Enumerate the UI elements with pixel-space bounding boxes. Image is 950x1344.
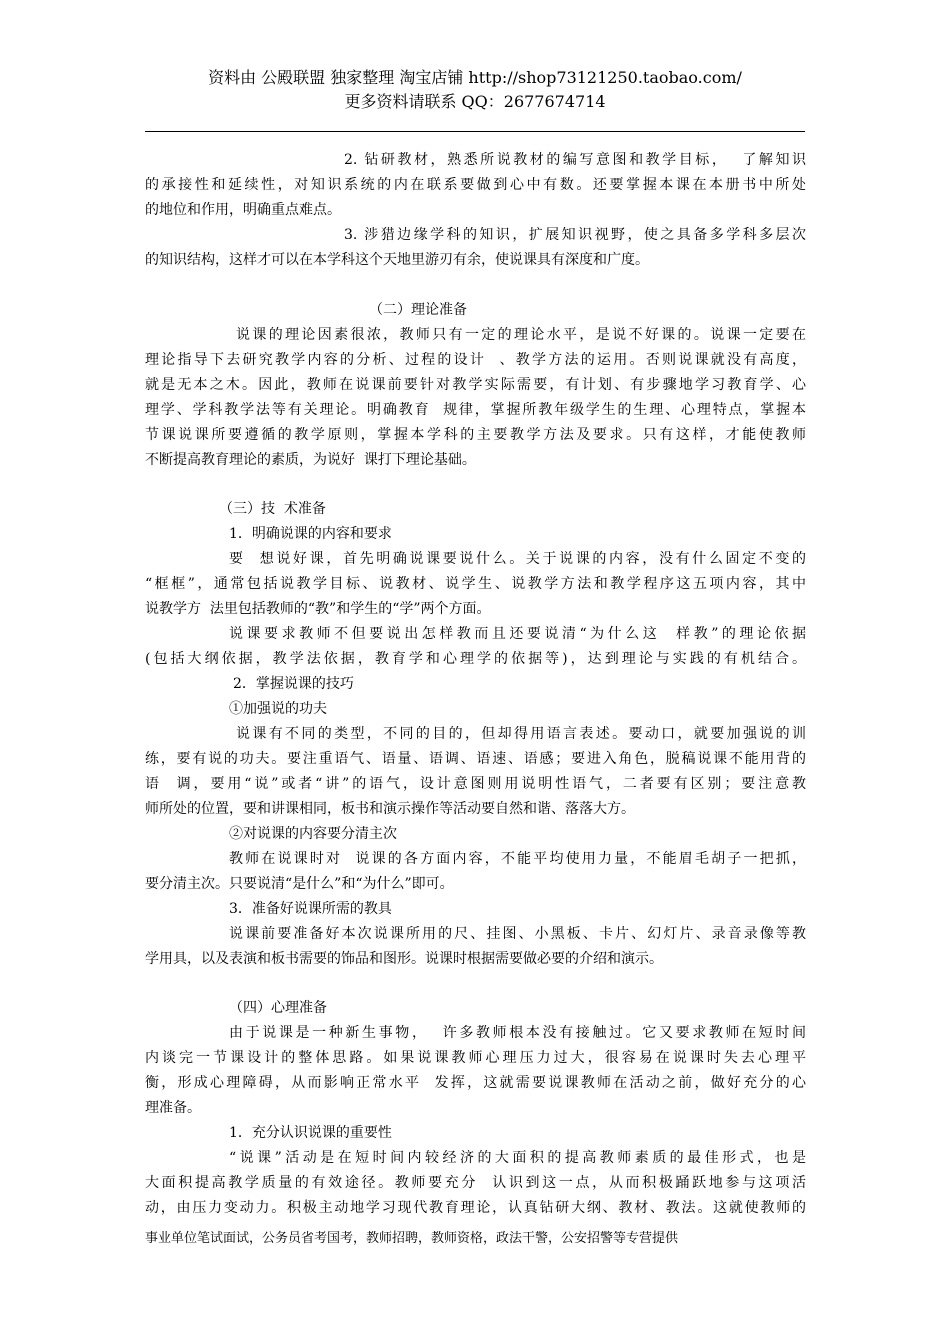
body-line: 2. 钻研教材，熟悉所说教材的编写意图和教学目标， 了解知识 <box>344 152 806 168</box>
body-line: 就是无本之木。因此，教师在说课前要针对教学实际需要，有计划、有步骤地学习教育学、心 <box>145 377 806 393</box>
body-line: 师所处的位置，要和讲课相同，板书和演示操作等活动要自然和谐、落落大方。 <box>145 801 635 817</box>
body-line: (包括大纲依据，教学法依据，教育学和心理学的依据等)，达到理论与实践的有机结合。 <box>145 651 806 667</box>
body-line: 说课有不同的类型，不同的目的，但却得用语言表述。要动口，就要加强说的训 <box>236 726 806 742</box>
body-line: 动，由压力变动力。积极主动地学习现代教育理论，认真钻研大纲、教材、教法。这就使教师的 <box>145 1200 806 1216</box>
body-line: 要 想说好课，首先明确说课要说什么。关于说课的内容，没有什么固定不变的 <box>229 551 806 567</box>
body-line: 衡，形成心理障碍，从而影响正常水平 发挥，这就需要说课教师在活动之前，做好充分的心 <box>145 1075 806 1091</box>
body-line: 理准备。 <box>145 1100 201 1116</box>
header-line-2: 更多资料请联系 QQ：2677674714 <box>344 92 606 111</box>
body-line: 要分清主次。只要说清“是什么”和“为什么”即可。 <box>145 876 454 892</box>
body-line: 说课前要准备好本次说课所用的尺、挂图、小黑板、卡片、幻灯片、录音录像等教 <box>229 926 806 942</box>
body-line: 说教学方 法里包括教师的“教”和学生的“学”两个方面。 <box>145 601 491 617</box>
footer-text: 事业单位笔试面试，公务员省考国考，教师招聘，教师资格，政法干警，公安招警等专营提供 <box>145 1231 679 1246</box>
section-heading: （四）心理准备 <box>229 1000 327 1016</box>
body-line: 大面积提高教学质量的有效途径。教师要充分 认识到这一点，从而积极踊跃地参与这项活 <box>145 1175 806 1191</box>
body-line: 节课说课所要遵循的教学原则，掌握本学科的主要教学方法及要求。只有这样，才能使教师 <box>145 427 806 443</box>
body-line: 教师在说课时对 说课的各方面内容，不能平均使用力量，不能眉毛胡子一把抓， <box>229 851 806 867</box>
subheading: 3．准备好说课所需的教具 <box>229 901 392 917</box>
subheading: ①加强说的功夫 <box>229 701 327 717</box>
body-line: “说课”活动是在短时间内较经济的大面积的提高教师素质的最佳形式，也是 <box>229 1150 806 1166</box>
body-line: 理论指导下去研究教学内容的分析、过程的设计 、教学方法的运用。否则说课就没有高度， <box>145 352 806 368</box>
body-line: “框框”，通常包括说教学目标、说教材、说学生、说教学方法和教学程序这五项内容，其中 <box>145 576 806 592</box>
subheading: 1．明确说课的内容和要求 <box>229 526 392 542</box>
body-line: 理学、学科教学法等有关理论。明确教育 规律，掌握所教年级学生的生理、心理特点，掌握本 <box>145 402 806 418</box>
body-line: 的承接性和延续性，对知识系统的内在联系要做到心中有数。还要掌握本课在本册书中所处 <box>145 177 806 193</box>
body-line: 3. 涉猎边缘学科的知识，扩展知识视野，使之具备多学科多层次 <box>344 227 806 243</box>
subheading: 1．充分认识说课的重要性 <box>229 1125 392 1141</box>
body-line: 练，要有说的功夫。要注重语气、语量、语调、语速、语感；要进入角色，脱稿说课不能用背的 <box>145 751 806 767</box>
header-line-1: 资料由 公殿联盟 独家整理 淘宝店铺 http://shop73121250.taobao.com/ <box>208 68 742 87</box>
body-line: 语 调，要用“说”或者“讲”的语气，设计意图则用说明性语气，二者要有区别；要注意教 <box>145 776 806 792</box>
body-line: 内谈完一节课设计的整体思路。如果说课教师心理压力过大，很容易在说课时失去心理平 <box>145 1050 806 1066</box>
body-line: 不断提高教育理论的素质，为说好 课打下理论基础。 <box>145 452 476 468</box>
section-heading: （三）技 术准备 <box>219 501 326 517</box>
header-divider <box>145 131 805 132</box>
body-line: 说课要求教师不但要说出怎样教而且还要说清“为什么这 样教”的理论依据 <box>229 626 806 642</box>
body-line: 的地位和作用，明确重点难点。 <box>145 202 341 218</box>
subheading: ②对说课的内容要分清主次 <box>229 826 397 842</box>
body-line: 学用具，以及表演和板书需要的饰品和图形。说课时根据需要做必要的介绍和演示。 <box>145 951 663 967</box>
body-line: 由于说课是一种新生事物， 许多教师根本没有接触过。它又要求教师在短时间 <box>229 1025 806 1041</box>
body-line: 说课的理论因素很浓，教师只有一定的理论水平，是说不好课的。说课一定要在 <box>236 327 806 343</box>
subheading: 2．掌握说课的技巧 <box>233 676 354 692</box>
section-heading: （二）理论准备 <box>369 302 467 318</box>
body-line: 的知识结构，这样才可以在本学科这个天地里游刃有余，使说课具有深度和广度。 <box>145 252 649 268</box>
